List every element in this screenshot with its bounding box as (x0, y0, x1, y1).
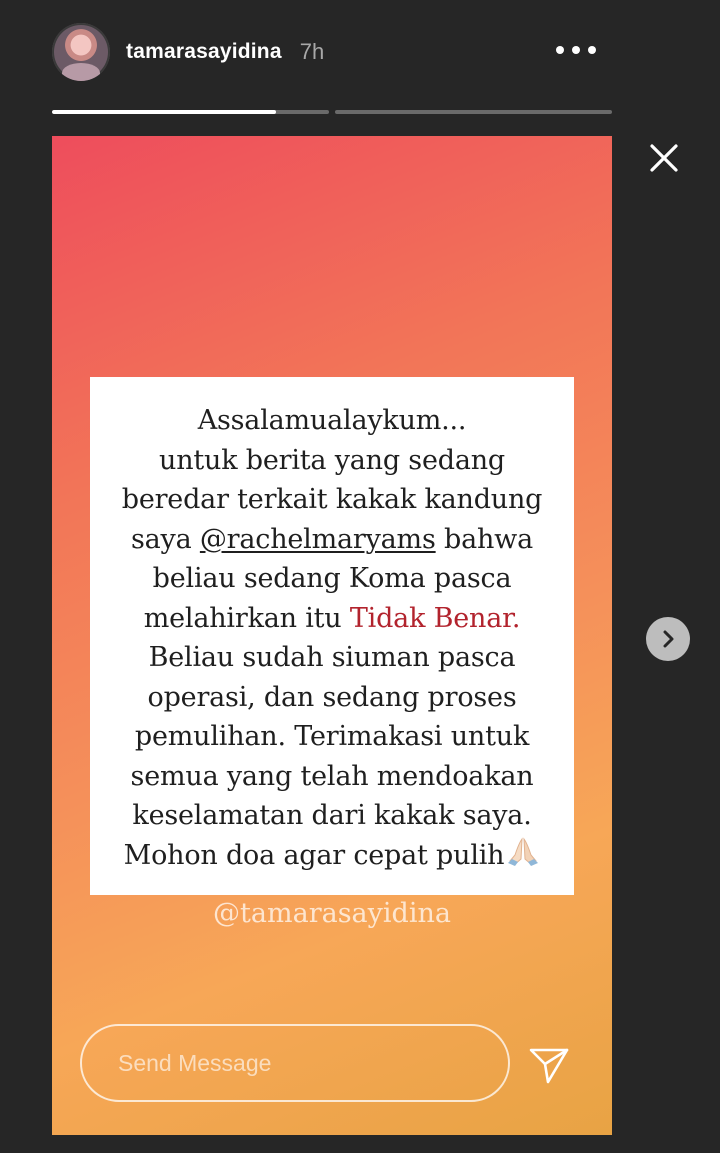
send-message-placeholder: Send Message (118, 1049, 272, 1076)
avatar[interactable] (52, 23, 110, 81)
card-line: pemulihan. Terimakasi untuk (134, 721, 530, 752)
card-line (90, 599, 574, 639)
card-line: beredar terkait kakak kandung (121, 484, 543, 515)
card-text: melahirkan itu (143, 602, 350, 634)
more-horizontal-icon (556, 46, 564, 54)
card-text: bahwa (435, 523, 533, 555)
card-line (90, 520, 574, 560)
mention-link[interactable]: @rachelmaryams (199, 523, 436, 555)
card-line: untuk berita yang sedang (159, 444, 505, 476)
paper-plane-icon (526, 1042, 572, 1088)
card-text: saya (130, 523, 200, 555)
story-content[interactable] (52, 136, 612, 1135)
card-text: Mohon doa agar cepat pulih (123, 839, 505, 871)
story-progress (52, 110, 612, 114)
card-line: beliau sedang Koma pasca (152, 563, 512, 594)
send-message-input[interactable] (80, 1024, 510, 1102)
chevron-right-icon (657, 628, 679, 650)
card-line: keselamatan dari kakak saya. (132, 800, 532, 831)
progress-segment-1 (52, 110, 329, 114)
progress-fill-1 (52, 110, 276, 114)
close-icon (644, 138, 684, 178)
card-line: Beliau sudah siuman pasca (148, 642, 516, 673)
story-header (52, 22, 612, 82)
highlighted-text: Tidak Benar. (349, 602, 521, 634)
more-horizontal-icon-dot (588, 46, 596, 54)
send-button[interactable] (526, 1042, 572, 1088)
more-horizontal-icon-dot (572, 46, 580, 54)
progress-segment-2 (335, 110, 612, 114)
author-mention-sticker[interactable]: @tamarasayidina (213, 898, 451, 929)
folded-hands-emoji-icon (506, 837, 540, 867)
next-story-button[interactable] (646, 617, 690, 661)
timestamp: 7h (299, 39, 325, 64)
card-line: operasi, dan sedang proses (147, 681, 517, 713)
card-line: Assalamualaykum... (197, 405, 467, 436)
card-line: semua yang telah mendoakan (130, 760, 534, 792)
text-card (90, 377, 574, 895)
username[interactable]: tamarasayidina (126, 40, 282, 63)
more-options-button[interactable] (556, 38, 596, 62)
close-button[interactable] (644, 138, 684, 178)
card-line (90, 836, 574, 876)
